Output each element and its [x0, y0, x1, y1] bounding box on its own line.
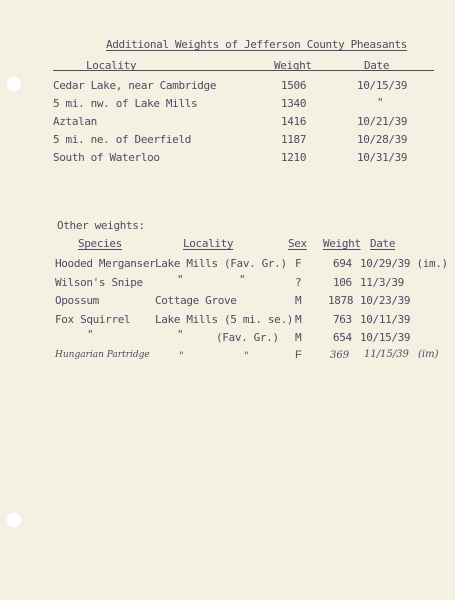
table1-weight: 1187	[281, 133, 307, 146]
punch-hole-bottom	[6, 512, 22, 528]
table1-locality: 5 mi. nw. of Lake Mills	[53, 97, 198, 110]
table2-species: Hooded Merganser	[55, 257, 156, 270]
table2-locality-ditto: "	[177, 328, 184, 341]
table2-locality-ditto: "	[177, 273, 184, 286]
table2-sex: F	[295, 257, 302, 270]
table2-sex: M	[295, 294, 302, 307]
table2-header-weight: Weight	[323, 237, 361, 250]
table1-header-date: Date	[364, 59, 390, 72]
table2-weight: 1878	[328, 294, 354, 307]
other-weights-heading: Other weights:	[57, 219, 145, 232]
table2-locality-ditto: "	[244, 351, 249, 362]
table2-header-date: Date	[370, 237, 396, 250]
table1-date: "	[377, 96, 384, 109]
table2-header-sex: Sex	[288, 237, 307, 250]
table2-weight: 106	[333, 276, 352, 289]
table2-date: 11/3/39	[360, 276, 404, 289]
table1-date: 10/28/39	[357, 133, 408, 146]
table1-weight: 1506	[281, 79, 307, 92]
table1-header-rule	[53, 70, 434, 71]
table2-date: 10/23/39	[360, 294, 411, 307]
table2-sex: M	[295, 331, 302, 344]
table1-date: 10/21/39	[357, 115, 408, 128]
table2-date: 10/15/39	[360, 331, 411, 344]
table2-sex: F	[295, 349, 302, 361]
table1-weight: 1340	[281, 97, 307, 110]
punch-hole-top	[6, 76, 22, 92]
table2-locality: (Fav. Gr.)	[216, 331, 279, 344]
table2-species-ditto: "	[87, 328, 94, 341]
table2-date: 10/29/39 (im.)	[360, 257, 448, 270]
table2-sex: ?	[295, 276, 302, 289]
table2-weight: 763	[333, 313, 352, 326]
table1-locality: South of Waterloo	[53, 151, 160, 164]
table2-weight-handwritten: 369	[330, 350, 350, 361]
document-title: Additional Weights of Jefferson County Pheasants	[106, 38, 408, 51]
table2-species: Opossum	[55, 294, 99, 307]
table2-locality: Cottage Grove	[155, 294, 237, 307]
table2-species: Fox Squirrel	[55, 313, 131, 326]
table2-date: 10/11/39	[360, 313, 411, 326]
table2-weight: 694	[333, 257, 352, 270]
table1-locality: Aztalan	[53, 115, 97, 128]
table2-locality-ditto: "	[179, 351, 184, 362]
table2-locality: Lake Mills (5 mi. se.)	[155, 313, 293, 326]
table1-header-weight: Weight	[274, 59, 312, 72]
table2-sex: M	[295, 313, 302, 326]
table1-date: 10/15/39	[357, 79, 408, 92]
table2-note-handwritten: (im)	[418, 349, 439, 360]
table2-species-handwritten: Hungarian Partridge	[55, 350, 150, 360]
table2-species: Wilson's Snipe	[55, 276, 143, 289]
table1-locality: Cedar Lake, near Cambridge	[53, 79, 217, 92]
table1-date: 10/31/39	[357, 151, 408, 164]
table1-weight: 1210	[281, 151, 307, 164]
table2-header-species: Species	[78, 237, 122, 250]
table1-header-locality: Locality	[86, 59, 137, 72]
table2-locality-ditto: "	[239, 273, 246, 286]
table2-header-locality: Locality	[183, 237, 234, 250]
table2-date-handwritten: 11/15/39	[364, 349, 409, 360]
table1-locality: 5 mi. ne. of Deerfield	[53, 133, 191, 146]
table1-weight: 1416	[281, 115, 307, 128]
table2-locality: Lake Mills (Fav. Gr.)	[155, 257, 287, 270]
table2-weight: 654	[333, 331, 352, 344]
